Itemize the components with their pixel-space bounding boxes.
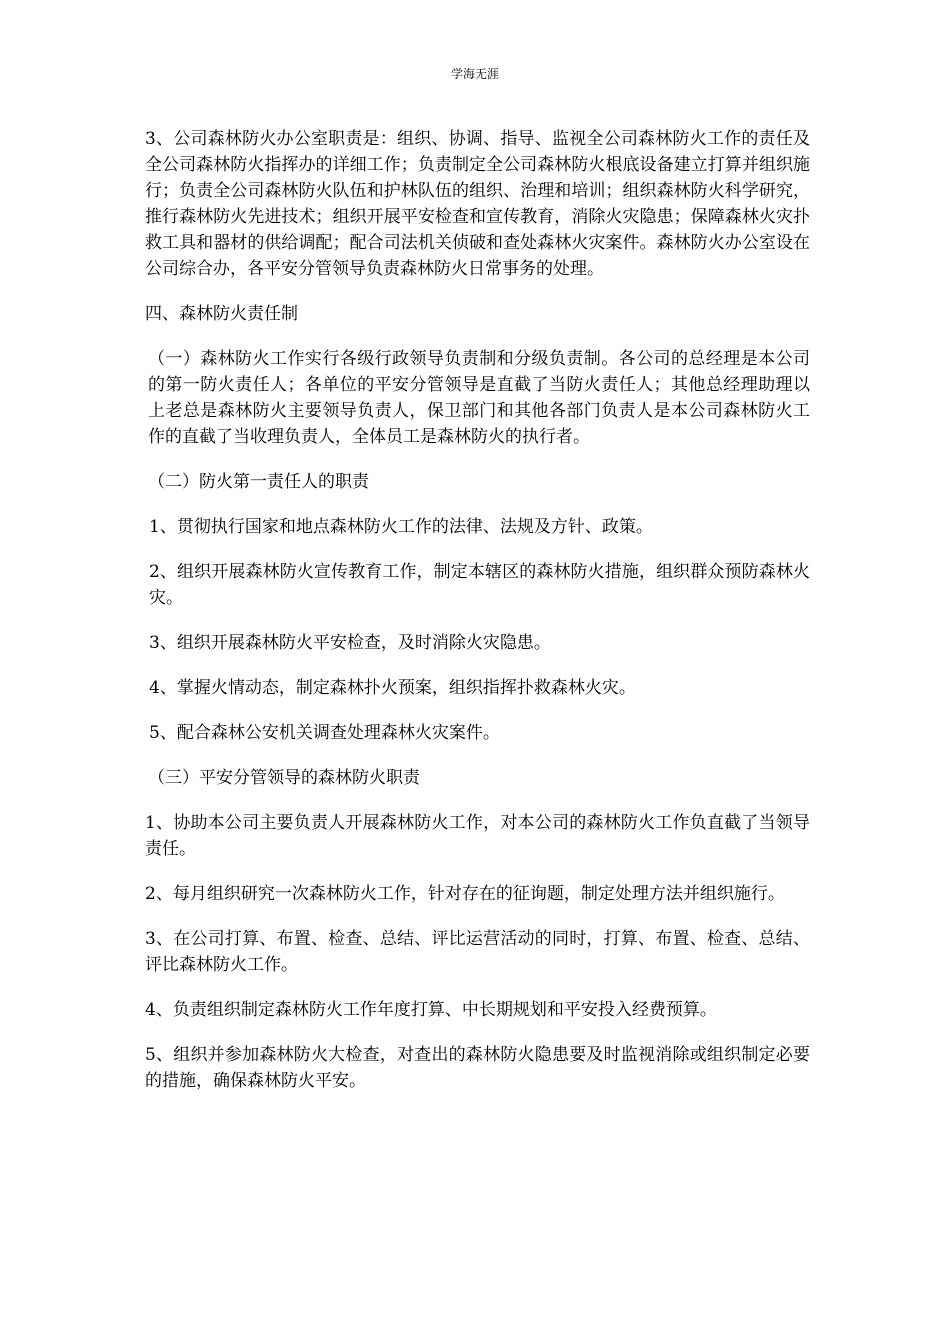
paragraph-leadership-system: （一）森林防火工作实行各级行政领导负责制和分级负责制。各公司的总经理是本公司的第一防火责任人；各单位的平安分管领导是直截了当防火责任人；其他总经理助理以上老总是森林防火主要领导负责人，保卫部门和其他各部门负责人是本公司森林防火工作的直截了当收理负责人，全体员工是森林防火的执行者。	[148, 349, 810, 447]
list-item: 4、掌握火情动态，制定森林扑火预案，组织指挥扑救森林火灾。	[149, 678, 636, 698]
subheading-safety-leader-duties: （三）平安分管领导的森林防火职责	[148, 768, 420, 788]
list-item: 5、组织并参加森林防火大检查，对查出的森林防火隐患要及时监视消除或组织制定必要的措施，确保森林防火平安。	[145, 1045, 810, 1091]
document-body	[145, 126, 810, 1113]
list-item: 3、在公司打算、布置、检查、总结、评比运营活动的同时，打算、布置、检查、总结、评比森林防火工作。	[145, 929, 810, 975]
subheading-first-responsible-person: （二）防火第一责任人的职责	[148, 472, 369, 492]
list-item: 3、组织开展森林防火平安检查，及时消除火灾隐患。	[149, 633, 551, 653]
section-heading-responsibility-system: 四、森林防火责任制	[145, 304, 298, 324]
list-item: 1、协助本公司主要负责人开展森林防火工作，对本公司的森林防火工作负直截了当领导责任。	[145, 813, 810, 859]
list-item: 4、负责组织制定森林防火工作年度打算、中长期规划和平安投入经费预算。	[145, 1000, 717, 1020]
list-item: 2、每月组织研究一次森林防火工作，针对存在的征询题，制定处理方法并组织施行。	[145, 884, 785, 904]
list-item: 5、配合森林公安机关调查处理森林火灾案件。	[149, 723, 500, 743]
list-item: 2、组织开展森林防火宣传教育工作，制定本辖区的森林防火措施，组织群众预防森林火灾。	[149, 562, 810, 608]
paragraph-office-duties: 3、公司森林防火办公室职责是：组织、协调、指导、监视全公司森林防火工作的责任及全公司森林防火指挥办的详细工作；负责制定全公司森林防火根底设备建立打算并组织施行；负责全公司森林防火队伍和护林队伍的组织、治理和培训；组织森林防火科学研究，推行森林防火先进技术；组织开展平安检查和宣传教育，消除火灾隐患；保障森林火灾扑救工具和器材的供给调配；配合司法机关侦破和查处森林火灾案件。森林防火办公室设在公司综合办，各平安分管领导负责森林防火日常事务的处理。	[145, 129, 810, 279]
list-item: 1、贯彻执行国家和地点森林防火工作的法律、法规及方针、政策。	[149, 517, 653, 537]
page-header: 学海无涯	[450, 67, 499, 81]
